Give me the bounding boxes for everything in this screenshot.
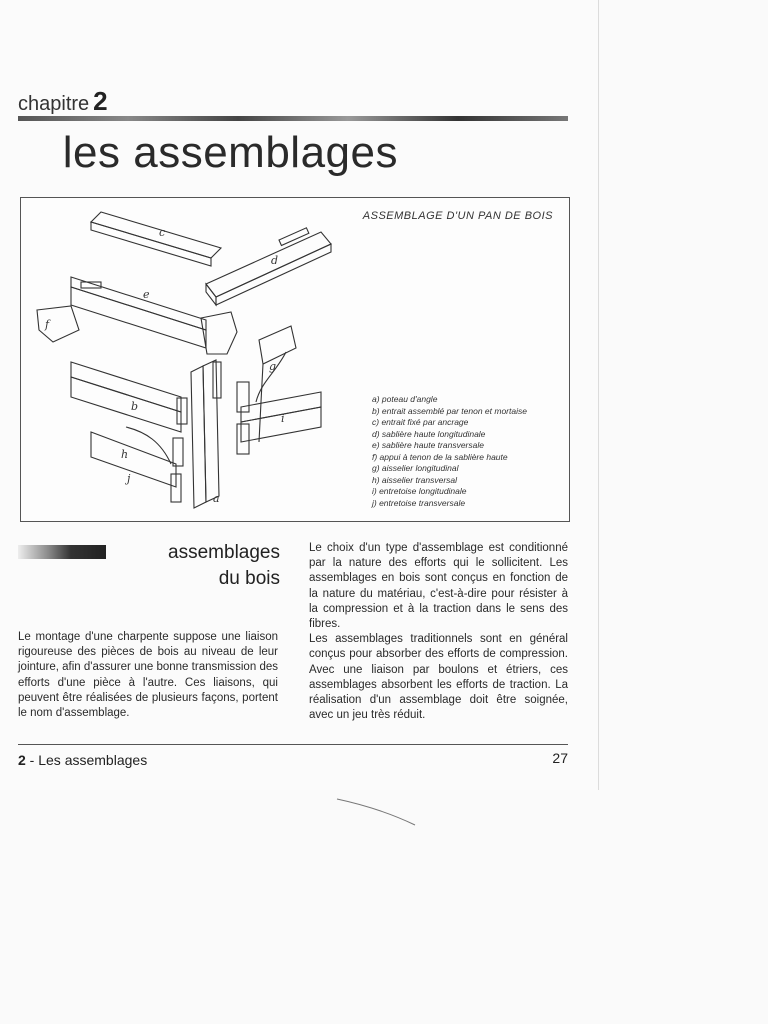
section-title-line1: assemblages [168, 542, 280, 563]
footer-chapter [18, 752, 147, 768]
section-title [120, 540, 280, 592]
text-column-right [309, 541, 568, 723]
figure-title: ASSEMBLAGE D'UN PAN DE BOIS [362, 210, 553, 222]
figure-label-d: d [271, 254, 279, 267]
legend-item: g) aisselier longitudinal [372, 463, 459, 473]
footer-chapter-number: 2 [18, 752, 26, 768]
legend-item: f) appui à tenon de la sablière haute [372, 451, 508, 462]
paragraph: Le choix d'un type d'assemblage est conditionné par la nature des efforts qui le sollicitent. Les assemblages en bois sont conçus en fonction de la nature du matériau, c'est-à-dire pour résister à la compression et à la traction dans le sens des fibres. [309, 542, 568, 631]
figure-label-g: g [269, 360, 277, 373]
page-number: 27 [552, 750, 568, 766]
footer-chapter-text: - Les assemblages [25, 752, 148, 768]
legend-item: h) aisselier transversal [372, 474, 458, 485]
figure-label-f: f [45, 318, 50, 331]
figure-label-h: h [121, 448, 129, 461]
scan-scratch-mark [335, 795, 425, 835]
header-rule [18, 116, 568, 121]
figure-box [20, 197, 570, 522]
section-decor-band [18, 545, 106, 559]
figure-label-a: a [213, 492, 220, 505]
section-title-line2: du bois [218, 568, 280, 589]
legend-item: e) sablière haute transversale [372, 440, 484, 450]
paragraph: Le montage d'une charpente suppose une liaison rigoureuse des pièces de bois au niveau de leur jointure, afin d'assurer une bonne transmission des efforts d'une pièce à l'autre. Ces liaisons, qui peuvent être réalisées de plusieurs façons, portent le nom d'assemblage. [18, 631, 278, 720]
legend-item: d) sablière haute longitudinale [372, 428, 486, 439]
figure-label-j: j [127, 472, 131, 485]
chapter-heading [18, 86, 108, 117]
figure-label-i: i [281, 412, 285, 425]
chapter-number: 2 [93, 86, 108, 116]
legend-item: c) entrait fixé par ancrage [372, 417, 469, 427]
figure-label-e: e [143, 288, 150, 301]
legend-item: b) entrait assemblé par tenon et mortaise [372, 405, 527, 416]
legend-item: a) poteau d'angle [372, 394, 438, 404]
page-title: les assemblages [62, 128, 398, 177]
figure-legend [372, 394, 527, 509]
legend-item: i) entretoise longitudinale [372, 486, 467, 496]
text-column-left [18, 630, 278, 721]
figure-label-c: c [159, 226, 166, 239]
legend-item: j) entretoise transversale [372, 497, 466, 508]
paragraph: Les assemblages traditionnels sont en général conçus pour absorber des efforts de compression. Avec une liaison par boulons et étriers, ces assemblages absorbent les efforts de traction. La réalisation d'un assemblage doit être soignée, avec un jeu très réduit. [309, 633, 568, 722]
figure-label-b: b [131, 400, 139, 413]
timber-frame-illustration [31, 202, 361, 520]
chapter-label: chapitre [18, 93, 90, 115]
footer-rule [18, 744, 568, 745]
